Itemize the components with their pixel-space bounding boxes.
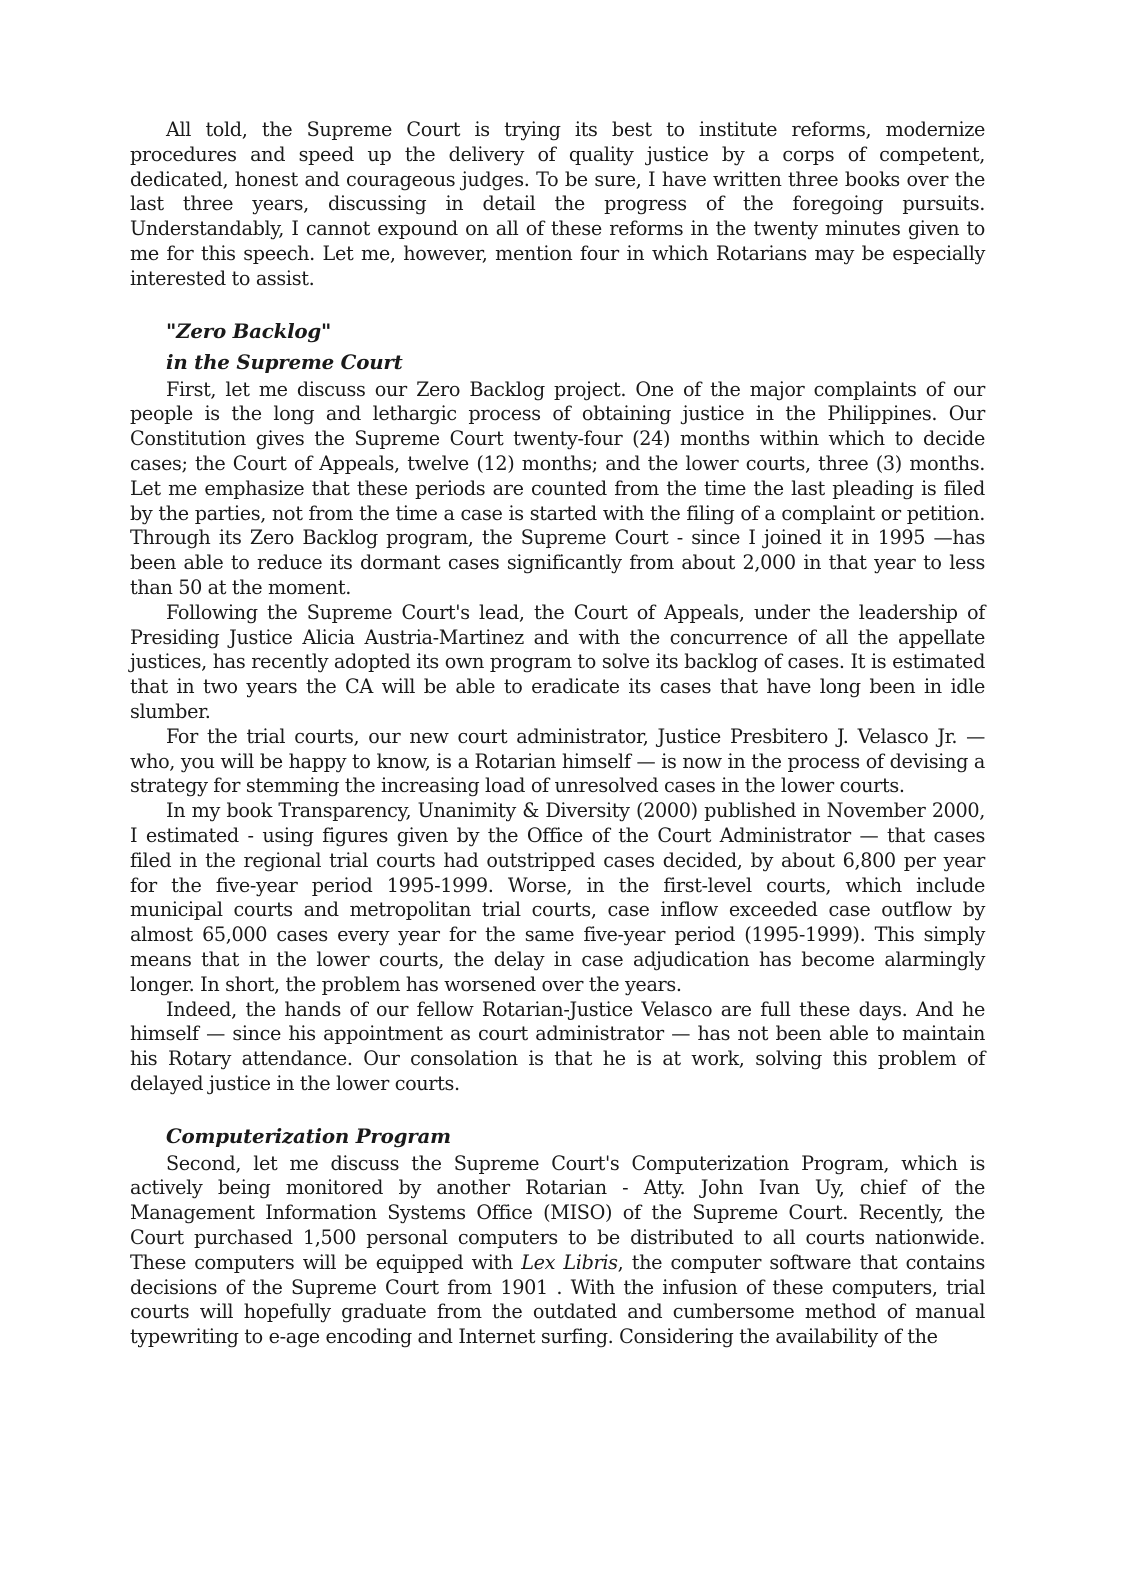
paragraph-court-of-appeals: Following the Supreme Court's lead, the Court of Appeals, under the leadership of Presiding Justice Alicia Austria-Martinez and with the concurrence of all the appellate justices, has recently adopted its own program to solve its backlog of cases. It is estimated that in two years the CA will be able to eradicate its cases that have long been in idle slumber. [130, 600, 985, 723]
document-page [130, 118, 985, 1350]
heading-computerization: Computerization Program [166, 1123, 451, 1148]
computerization-text-start: Second, let me discuss the Supreme Court's Computerization Program, which is actively being monitored by another Rotarian - Atty. John Ivan Uy, chief of the Management Information Systems Office (MISO) of the Supreme Court. Recently, the Court purchased 1,500 personal computers to be distributed to all courts nationwide. These computers will be equipped with [130, 1151, 985, 1274]
paragraph-zero-backlog: First, let me discuss our Zero Backlog project. One of the major complaints of our people is the long and lethargic process of obtaining justice in the Philippines. Our Constitution gives the Supreme Court twenty-four (24) months within which to decide cases; the Court of Appeals, twelve (12) months; and the lower courts, three (3) months. Let me emphasize that these periods are counted from the time the last pleading is filed by the parties, not from the time a case is started with the filing of a complaint or petition. Through its Zero Backlog program, the Supreme Court - since I joined it in 1995 —has been able to reduce its dormant cases significantly from about 2,000 in that year to less than 50 at the moment. [130, 377, 985, 599]
paragraph-velasco: Indeed, the hands of our fellow Rotarian-Justice Velasco are full these days. And he himself — since his appointment as court administrator — has not been able to maintain his Rotary attendance. Our consolation is that he is at work, solving this problem of delayed justice in the lower courts. [130, 997, 985, 1095]
heading-zero-backlog-line2: in the Supreme Court [166, 349, 403, 374]
computerization-text-end: , the computer software that contains decisions of the Supreme Court from 1901 . With the infusion of these computers, trial courts will hopefully graduate from the outdated and cumbersome method of manual typewriting to e-age encoding and Internet surfing. Considering the availability of the [130, 1250, 985, 1349]
paragraph-intro: All told, the Supreme Court is trying its best to institute reforms, modernize procedures and speed up the delivery of quality justice by a corps of competent, dedicated, honest and courageous judges. To be sure, I have written three books over the last three years, discussing in detail the progress of the foregoing pursuits. Understandably, I cannot expound on all of these reforms in the twenty minutes given to me for this speech. Let me, however, mention four in which Rotarians may be especially interested to assist. [130, 118, 985, 290]
paragraph-transparency-book: In my book Transparency, Unanimity & Diversity (2000) published in November 2000, I estimated - using figures given by the Office of the Court Administrator — that cases filed in the regional trial courts had outstripped cases decided, by about 6,800 per year for the five-year period 1995-1999. Worse, in the first-level courts, which include municipal courts and metropolitan trial courts, case inflow exceeded case outflow by almost 65,000 cases every year for the same five-year period (1995-1999). This simply means that in the lower courts, the delay in case adjudication has become alarmingly longer. In short, the problem has worsened over the years. [130, 799, 985, 996]
lex-libris-title: Lex Libris [521, 1250, 618, 1274]
heading-zero-backlog-line1: "Zero Backlog" [166, 318, 332, 343]
paragraph-computerization [130, 1152, 985, 1350]
paragraph-trial-courts: For the trial courts, our new court administrator, Justice Presbitero J. Velasco Jr. —who, you will be happy to know, is a Rotarian himself — is now in the process of devising a strategy for stemming the increasing load of unresolved cases in the lower courts. [130, 724, 985, 798]
